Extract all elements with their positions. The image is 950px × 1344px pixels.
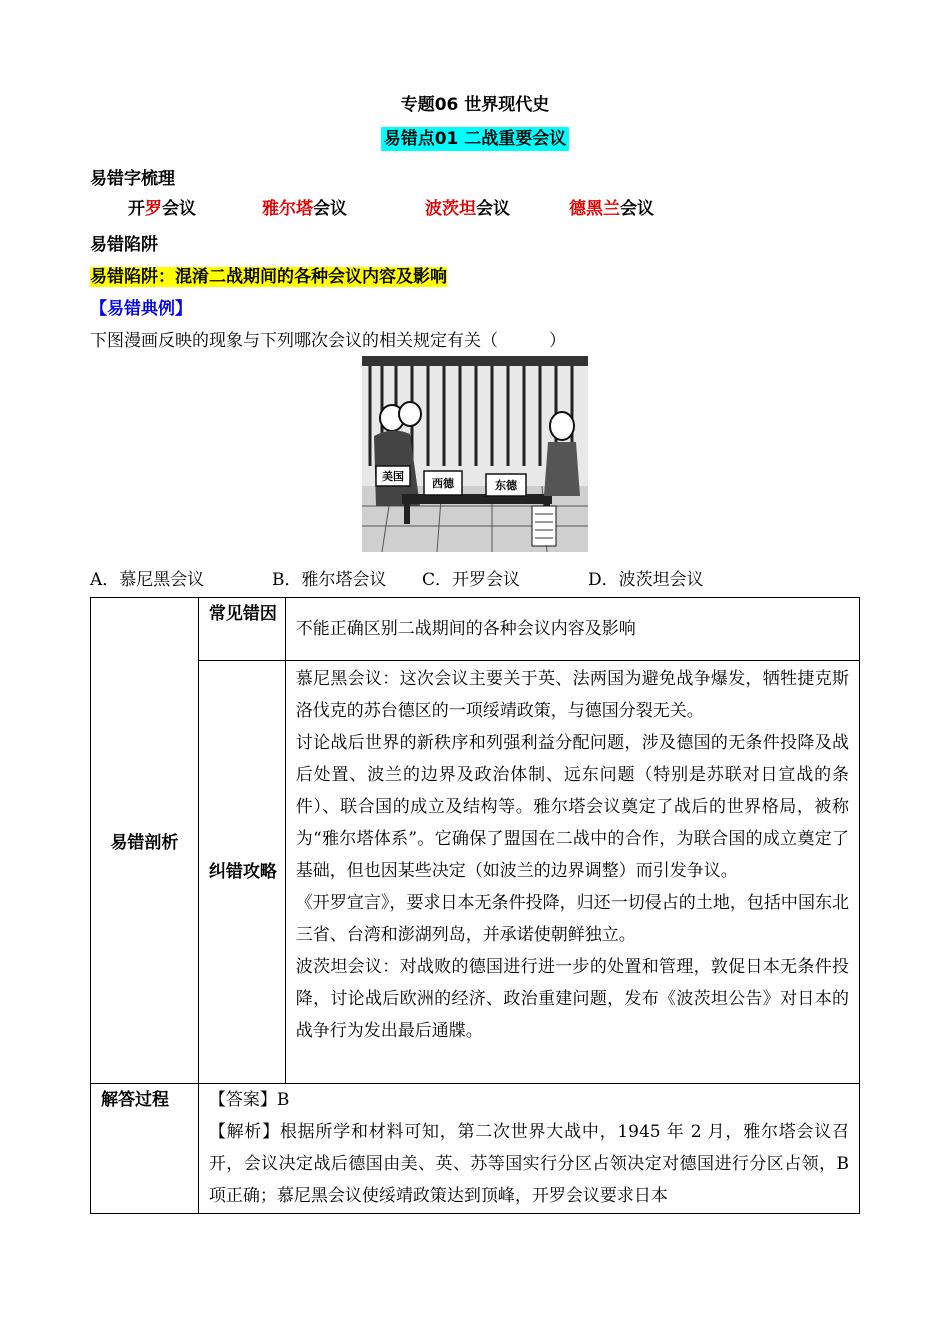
example-label: 【易错典例】 xyxy=(90,299,192,319)
typo-word-potsdam: 波茨坦会议 xyxy=(425,199,510,219)
correction-munich: 慕尼黑会议：这次会议主要关于英、法两国为避免战争爆发，牺牲捷克斯洛伐克的苏台德区的一项绥靖政策，与德国分裂无关。 xyxy=(295,669,849,721)
cartoon-label-usa: 美国 xyxy=(382,470,404,483)
subtitle-highlight: 易错点01 二战重要会议 xyxy=(381,127,570,151)
correction-yalta: 讨论战后世界的新秩序和列强利益分配问题，涉及德国的无条件投降及战后处置、波兰的边界及政治体制、远东问题（特别是苏联对日宣战的条件）、联合国的成立及结构等。雅尔塔会议奠定了战后的世界格局，被称为“雅尔塔体系”。它确保了盟国在二战中的合作，为联合国的成立奠定了基础，但也因某些决定（如波兰的边界调整）而引发争议。 xyxy=(295,733,849,881)
correction-potsdam: 波茨坦会议：对战败的德国进行进一步的处置和管理，敦促日本无条件投降，讨论战后欧洲的经济、政治重建问题，发布《波茨坦公告》对日本的战争行为发出最后通牒。 xyxy=(295,957,849,1041)
option-c[interactable]: C．开罗会议 xyxy=(422,570,521,590)
answer-text: 【答案】B xyxy=(208,1090,290,1110)
typo-word-tehran: 德黑兰会议 xyxy=(569,199,654,219)
option-a[interactable]: A．慕尼黑会议 xyxy=(90,570,205,590)
question-stem: 下图漫画反映的现象与下列哪次会议的相关规定有关（ ） xyxy=(90,331,566,351)
analysis-label: 易错剖析 xyxy=(91,598,199,1084)
correction-label: 纠错攻略 xyxy=(198,661,285,1084)
analysis-table xyxy=(90,597,860,1214)
correction-cairo: 《开罗宣言》，要求日本无条件投降，归还一切侵占的土地，包括中国东北三省、台湾和澎湖列岛，并承诺使朝鲜独立。 xyxy=(295,893,849,945)
option-d[interactable]: D．波茨坦会议 xyxy=(588,570,704,590)
cartoon-image xyxy=(362,356,588,552)
typo-word-kailuo: 开罗会议 xyxy=(128,199,196,219)
common-error-text: 不能正确区别二战期间的各种会议内容及影响 xyxy=(285,598,859,661)
typo-word-yalta: 雅尔塔会议 xyxy=(262,199,347,219)
typo-heading: 易错字梳理 xyxy=(90,169,175,189)
explanation-text: 【解析】根据所学和材料可知，第二次世界大战中，1945 年 2 月，雅尔塔会议召开，会议决定战后德国由美、英、苏等国实行分区占领决定对德国进行分区占领，B 项正确；慕尼黑会议使绥靖政策达到顶峰，开罗会议要求日本 xyxy=(208,1122,849,1206)
option-b[interactable]: B．雅尔塔会议 xyxy=(272,570,387,590)
solution-label: 解答过程 xyxy=(91,1084,199,1214)
common-error-label: 常见错因 xyxy=(198,598,285,661)
cartoon-label-east-germany: 东德 xyxy=(495,479,517,492)
cartoon-label-west-germany: 西德 xyxy=(432,477,454,490)
trap-statement: 易错陷阱：混淆二战期间的各种会议内容及影响 xyxy=(90,267,447,287)
correction-content xyxy=(285,661,859,1084)
solution-content xyxy=(198,1084,859,1214)
trap-heading: 易错陷阱 xyxy=(90,235,158,255)
page-subtitle xyxy=(0,124,950,149)
page-title: 专题06 世界现代史 xyxy=(400,95,550,115)
